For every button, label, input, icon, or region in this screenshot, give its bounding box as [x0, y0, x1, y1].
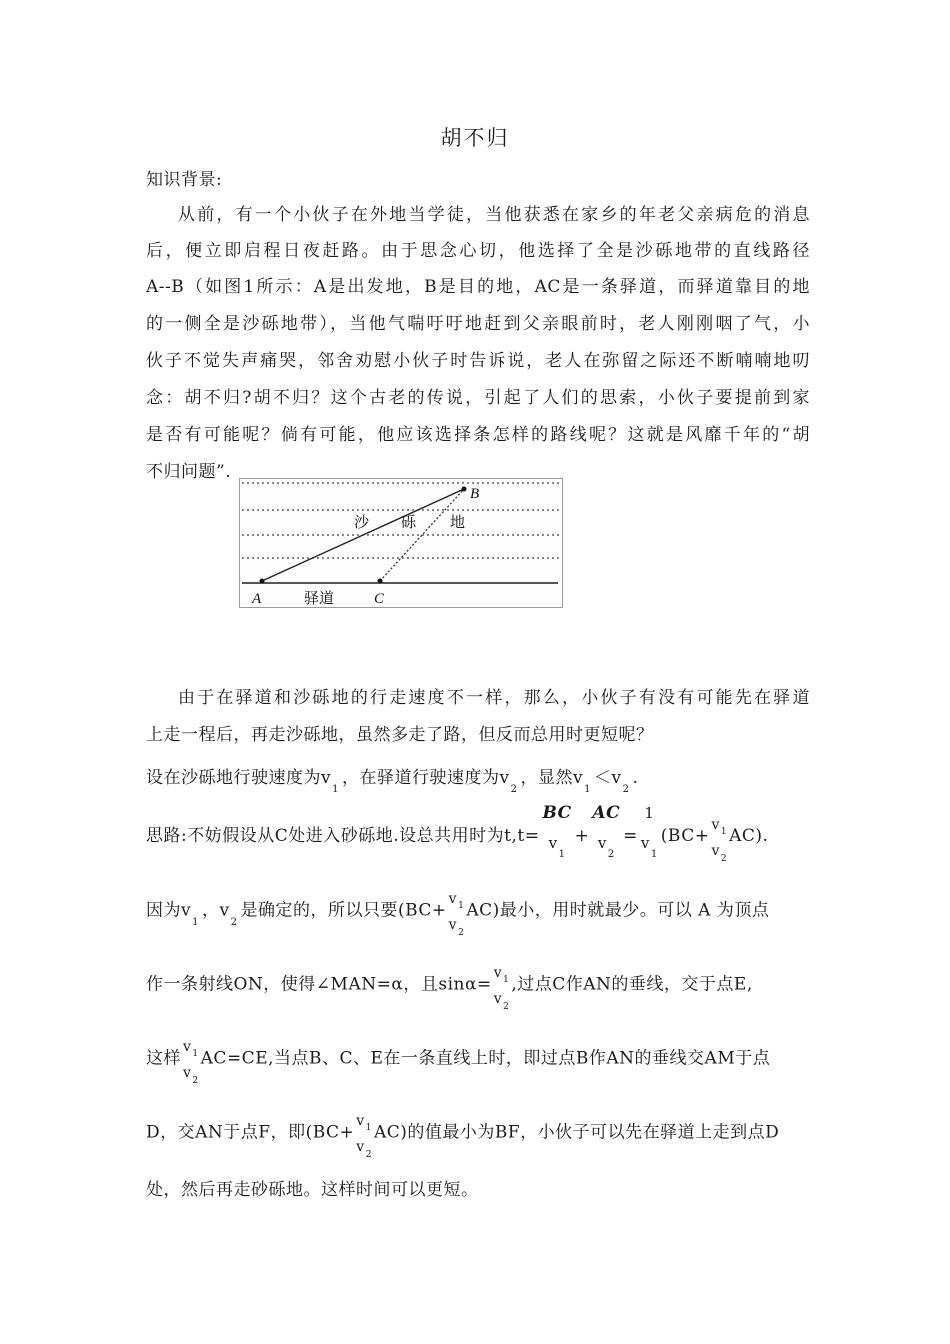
thus-line: 这样 $v_1$ $v_2$ AC=CE,当点B、C、E在一条直线上时，即过点B作AN的垂线交AM于点	[146, 1039, 771, 1086]
fraction-1-v1: 1 $v_1$	[640, 804, 658, 860]
point-C	[378, 579, 383, 584]
ray-line: 作一条射线ON，使得∠MAN=α，且sinα= $v_1$ $v_2$ ,过点C作AN的垂线，交于点E,	[146, 965, 753, 1012]
fraction-v1-v2: $v_1$ $v_2$	[493, 965, 510, 1012]
fraction-ac-v2: AC $v_2$	[592, 803, 621, 860]
story-line: 是否有可能呢？倘有可能，他应该选择条怎样的路线呢？这就是风靡千年的“胡	[146, 425, 810, 445]
label-B: B	[470, 486, 480, 502]
story-line: 的一侧全是沙砾地带），当他气喘吁吁地赶到父亲眼前时，老人刚刚咽了气，小	[146, 314, 810, 334]
section-label: 知识背景:	[146, 170, 223, 190]
gravel-label: 地	[450, 513, 466, 531]
story-line: 从前，有一个小伙子在外地当学徒，当他获悉在家乡的年老父亲病危的消息	[178, 205, 810, 225]
conclusion-line: D，交AN于点F，即(BC+ $v_1$ $v_2$ AC)的值最小为BF，小伙子可以先在驿道上走到点D	[146, 1113, 780, 1160]
paragraph-line: 由于在驿道和沙砾地的行走速度不一样，那么，小伙子有没有可能先在驿道	[178, 688, 810, 708]
gravel-label: 沙	[354, 513, 370, 531]
fraction-v1-v2: $v_1$ $v_2$	[356, 1113, 372, 1160]
story-line: 不归问题”.	[146, 462, 232, 482]
story-line: 念：胡不归?胡不归？这个古老的传说，引起了人们的思索，小伙子要提前到家	[146, 388, 810, 408]
idea-line: 思路:不妨假设从C处进入砂砾地.设总共用时为t,t= BC $v_1$ + AC $v_2$ = 1 $v_1$ (BC+ $v_1$ $v_2$ AC).	[146, 803, 769, 864]
fraction-v1-v2: $v_1$ $v_2$	[183, 1039, 199, 1086]
fraction-bc-v1: BC $v_1$	[542, 803, 572, 860]
page-title: 胡不归	[440, 126, 510, 150]
fraction-v1-v2: $v_1$ $v_2$	[711, 816, 728, 864]
gravel-label: 砾	[401, 513, 417, 531]
road-label: 驿道	[304, 589, 335, 607]
final-line: 处，然后再走砂砾地。这样时间可以更短。	[146, 1180, 479, 1200]
paragraph-line: 上走一程后，再走沙砾地，虽然多走了路，但反而总用时更短呢？	[146, 725, 654, 745]
fraction-v1-v2: $v_1$ $v_2$	[448, 891, 465, 938]
point-B	[462, 487, 467, 492]
figure-1	[239, 478, 563, 608]
because-line: 因为$v_1$，$v_2$是确定的，所以只要(BC+ $v_1$ $v_2$ AC)最小，用时就最少。可以 A 为顶点	[146, 891, 770, 938]
story-line: 后，便立即启程日夜赶路。由于思念心切，他选择了全是沙砾地带的直线路径	[146, 241, 810, 261]
speed-line: 设在沙砾地行驶速度为$v_1$，在驿道行驶速度为$v_2$，显然$v_1<v_2$.	[146, 768, 639, 795]
gravel-road-diagram	[240, 479, 562, 607]
label-A: A	[252, 591, 262, 607]
story-line: 伙子不觉失声痛哭，邻舍劝慰小伙子时告诉说，老人在弥留之际还不断喃喃地叨	[146, 351, 810, 371]
label-C: C	[374, 591, 385, 607]
point-A	[260, 579, 265, 584]
story-line: A--B（如图1所示：A是出发地，B是目的地，AC是一条驿道，而驿道靠目的地	[146, 277, 810, 297]
